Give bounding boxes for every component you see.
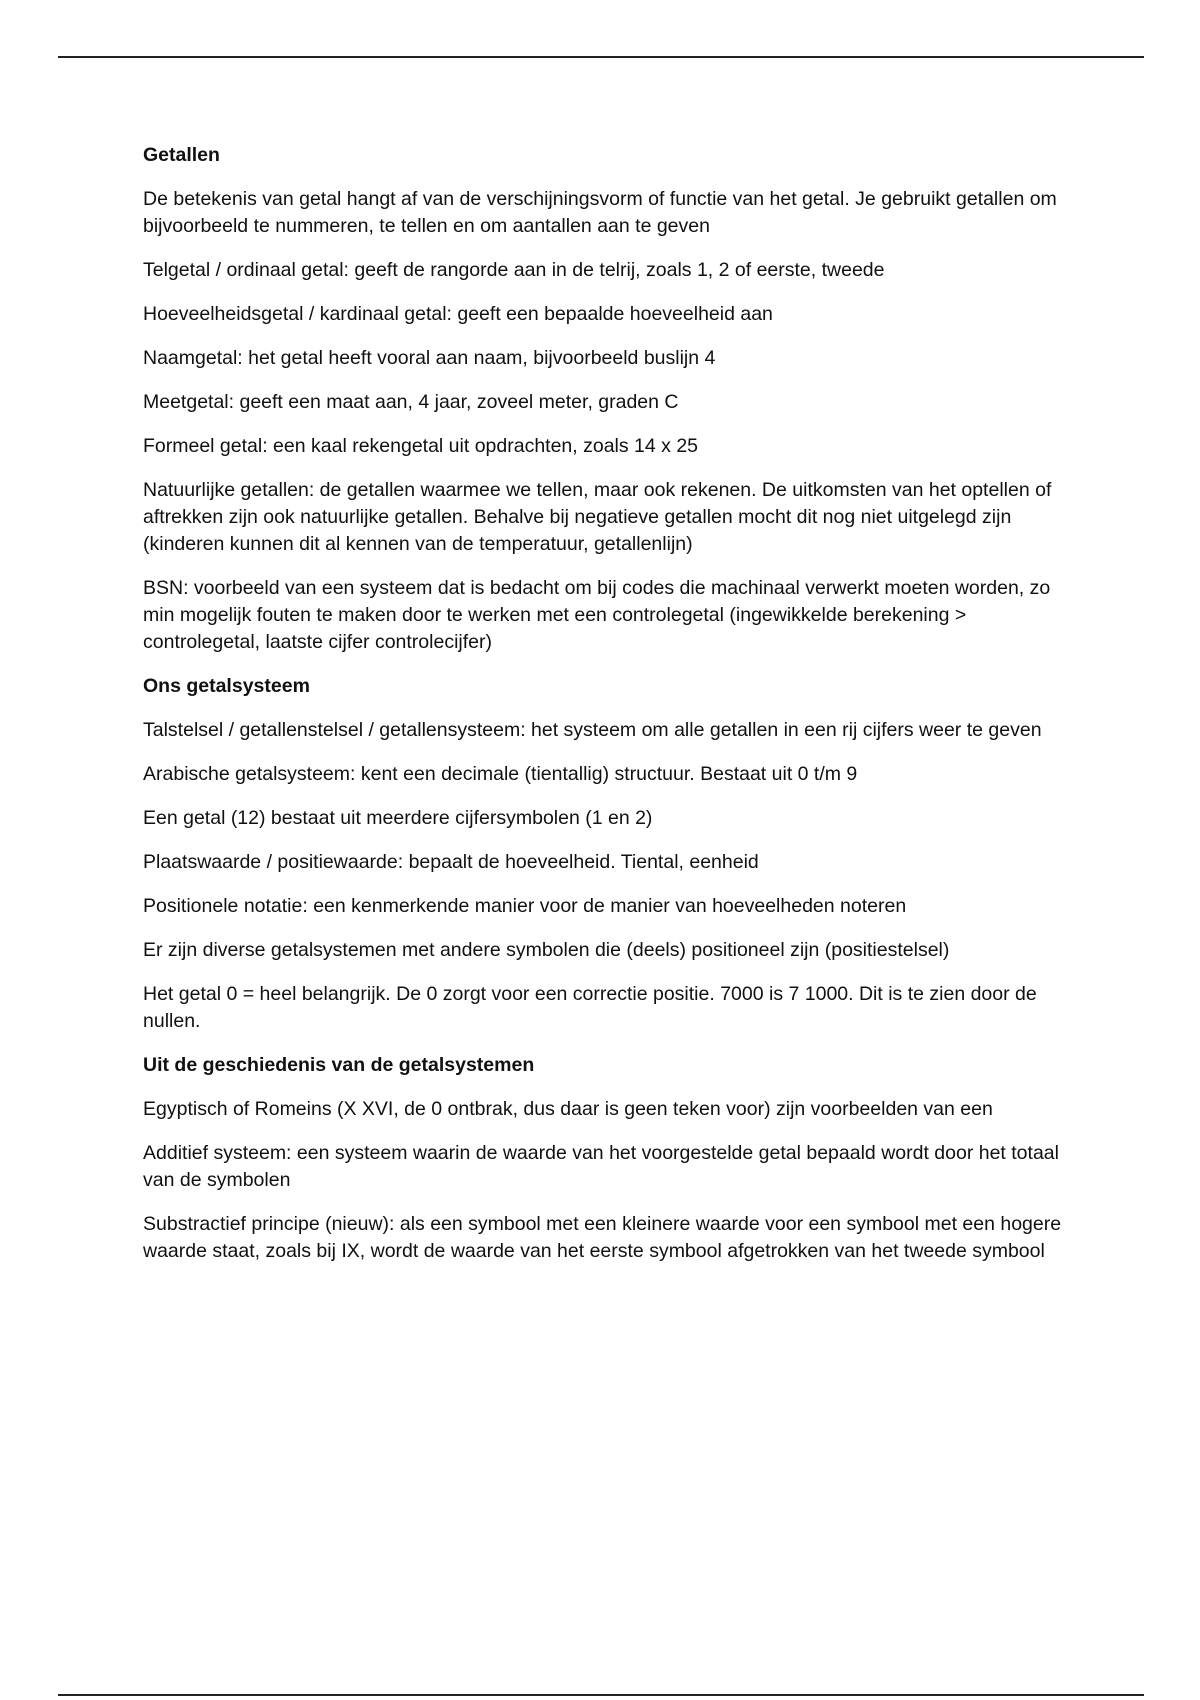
paragraph-additief-systeem: Additief systeem: een systeem waarin de waarde van het voorgestelde getal bepaald wordt door het totaal van de symbolen <box>143 1142 1059 1191</box>
paragraph-cijfersymbolen: Een getal (12) bestaat uit meerdere cijfersymbolen (1 en 2) <box>143 807 653 829</box>
heading-geschiedenis: Uit de geschiedenis van de getalsystemen <box>143 1054 535 1076</box>
paragraph-talstelsel: Talstelsel / getallenstelsel / getallensysteem: het systeem om alle getallen in een rij cijfers weer te geven <box>143 719 1042 741</box>
paragraph-diverse-getalsystemen: Er zijn diverse getalsystemen met andere symbolen die (deels) positioneel zijn (positiestelsel) <box>143 939 950 961</box>
heading-getallen: Getallen <box>143 144 220 166</box>
paragraph-positionele-notatie: Positionele notatie: een kenmerkende manier voor de manier van hoeveelheden noteren <box>143 895 907 917</box>
heading-ons-getalsysteem: Ons getalsysteem <box>143 675 310 697</box>
paragraph-arabische-getalsysteem: Arabische getalsysteem: kent een decimale (tientallig) structuur. Bestaat uit 0 t/m 9 <box>143 763 858 785</box>
paragraph-betekenis-getal: De betekenis van getal hangt af van de verschijningsvorm of functie van het getal. Je gebruikt getallen om bijvoorbeeld te nummeren, te tellen en om aantallen aan te geven <box>143 188 1057 237</box>
paragraph-plaatswaarde: Plaatswaarde / positiewaarde: bepaalt de hoeveelheid. Tiental, eenheid <box>143 851 759 873</box>
bottom-rule <box>58 1694 1144 1696</box>
paragraph-getal-nul: Het getal 0 = heel belangrijk. De 0 zorgt voor een correctie positie. 7000 is 7 1000. Dit is te zien door de nullen. <box>143 983 1037 1032</box>
paragraph-natuurlijke-getallen: Natuurlijke getallen: de getallen waarmee we tellen, maar ook rekenen. De uitkomsten van het optellen of aftrekken zijn ook natuurlijke getallen. Behalve bij negatieve getallen mocht dit nog niet uitgelegd zijn (kinderen kunnen dit al kennen van de temperatuur, getallenlijn) <box>143 479 1052 555</box>
document-body <box>143 142 1068 1282</box>
paragraph-telgetal: Telgetal / ordinaal getal: geeft de rangorde aan in de telrij, zoals 1, 2 of eerste, tweede <box>143 259 885 281</box>
paragraph-naamgetal: Naamgetal: het getal heeft vooral aan naam, bijvoorbeeld buslijn 4 <box>143 347 716 369</box>
paragraph-substractief-principe: Substractief principe (nieuw): als een symbool met een kleinere waarde voor een symbool met een hogere waarde staat, zoals bij IX, wordt de waarde van het eerste symbool afgetrokken van het tweede symbool <box>143 1213 1062 1262</box>
paragraph-bsn: BSN: voorbeeld van een systeem dat is bedacht om bij codes die machinaal verwerkt moeten worden, zo min mogelijk fouten te maken door te werken met een controlegetal (ingewikkelde berekening > controlegetal, laatste cijfer controlecijfer) <box>143 577 1051 653</box>
paragraph-hoeveelheidsgetal: Hoeveelheidsgetal / kardinaal getal: geeft een bepaalde hoeveelheid aan <box>143 303 773 325</box>
paragraph-meetgetal: Meetgetal: geeft een maat aan, 4 jaar, zoveel meter, graden C <box>143 391 679 413</box>
top-rule <box>58 56 1144 58</box>
paragraph-egyptisch-romeins: Egyptisch of Romeins (X XVI, de 0 ontbrak, dus daar is geen teken voor) zijn voorbeelden van een <box>143 1098 993 1120</box>
paragraph-formeel-getal: Formeel getal: een kaal rekengetal uit opdrachten, zoals 14 x 25 <box>143 435 699 457</box>
